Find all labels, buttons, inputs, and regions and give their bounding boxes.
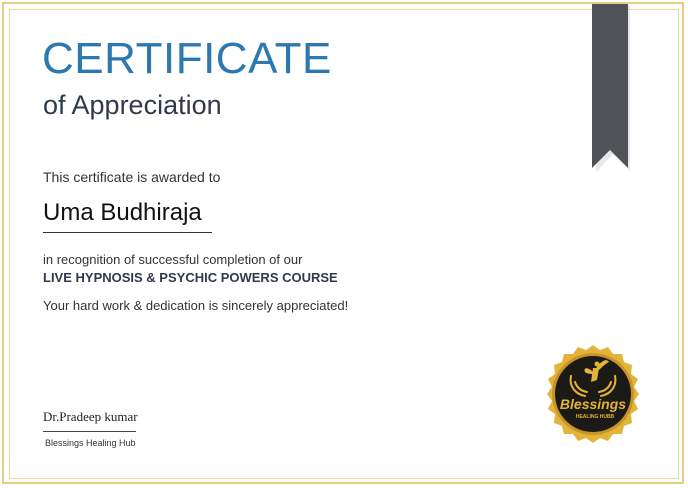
certificate-subtitle: of Appreciation	[43, 90, 222, 120]
signature-line	[43, 431, 136, 432]
ribbon-bookmark-icon	[592, 4, 630, 172]
blessings-healing-hub-seal	[541, 342, 645, 446]
course-name: LIVE HYPNOSIS & PSYCHIC POWERS COURSE	[43, 270, 338, 285]
certificate-title: CERTIFICATE	[42, 34, 332, 83]
seal-badge-icon	[547, 345, 639, 443]
signatory-name: Dr.Pradeep kumar	[43, 409, 138, 424]
awarded-to-text: This certificate is awarded to	[43, 169, 221, 185]
seal-tagline-text: HEALING HUBB	[575, 414, 615, 420]
appreciation-text: Your hard work & dedication is sincerely appreciated!	[43, 298, 349, 313]
recognition-text: in recognition of successful completion of our	[43, 252, 303, 267]
recipient-name: Uma Budhiraja	[43, 199, 202, 226]
signatory-organization: Blessings Healing Hub	[45, 438, 136, 448]
recipient-name-underline	[43, 232, 212, 233]
seal-brand-text: Blessings	[559, 396, 627, 412]
